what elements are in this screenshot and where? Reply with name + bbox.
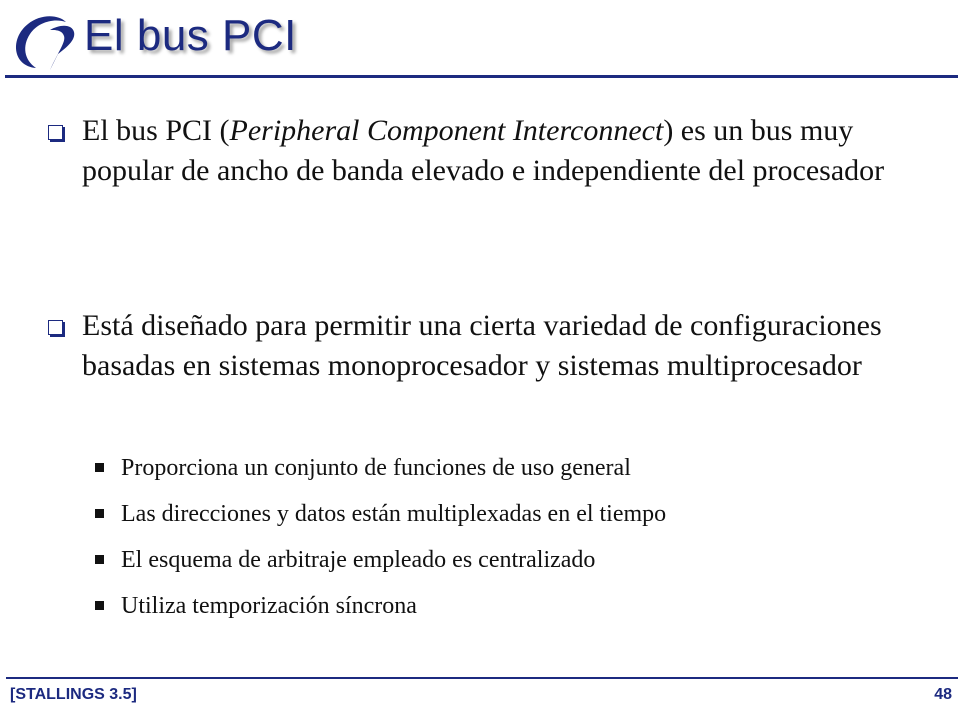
bullet-text-start: El bus PCI ( bbox=[82, 114, 230, 147]
filled-square-bullet-icon bbox=[95, 463, 104, 472]
sub-bullet-text: El esquema de arbitraje empleado es centralizado bbox=[121, 547, 596, 573]
hollow-square-bullet-icon bbox=[48, 320, 63, 335]
footer-reference: [STALLINGS 3.5] bbox=[10, 686, 137, 703]
page-number: 48 bbox=[934, 686, 952, 703]
bullet-text: Está diseñado para permitir una cierta variedad de configuraciones basadas en sistemas monoprocesador y sistemas multiprocesador bbox=[82, 309, 882, 382]
bullet-text-italic: Peripheral Component Interconnect bbox=[229, 114, 664, 147]
filled-square-bullet-icon bbox=[95, 509, 104, 518]
footer-divider bbox=[6, 677, 958, 679]
bullet-pci-definition bbox=[48, 111, 928, 237]
sub-bullet-text: Las direcciones y datos están multiplexadas en el tiempo bbox=[121, 501, 667, 527]
stylized-swoosh-logo-icon bbox=[6, 8, 78, 74]
title-divider bbox=[5, 75, 958, 78]
slide-title: El bus PCI bbox=[84, 11, 297, 60]
filled-square-bullet-icon bbox=[95, 601, 104, 610]
sub-bullet-text: Utiliza temporización síncrona bbox=[121, 593, 417, 619]
bullet-pci-design bbox=[48, 306, 928, 432]
sub-bullet-text: Proporciona un conjunto de funciones de uso general bbox=[121, 455, 631, 481]
bullet-text-end: ) es un bus muy popular de ancho de banda elevado e independiente del procesador bbox=[82, 114, 885, 187]
filled-square-bullet-icon bbox=[95, 555, 104, 564]
bullet-text bbox=[82, 111, 922, 191]
hollow-square-bullet-icon bbox=[48, 125, 63, 140]
